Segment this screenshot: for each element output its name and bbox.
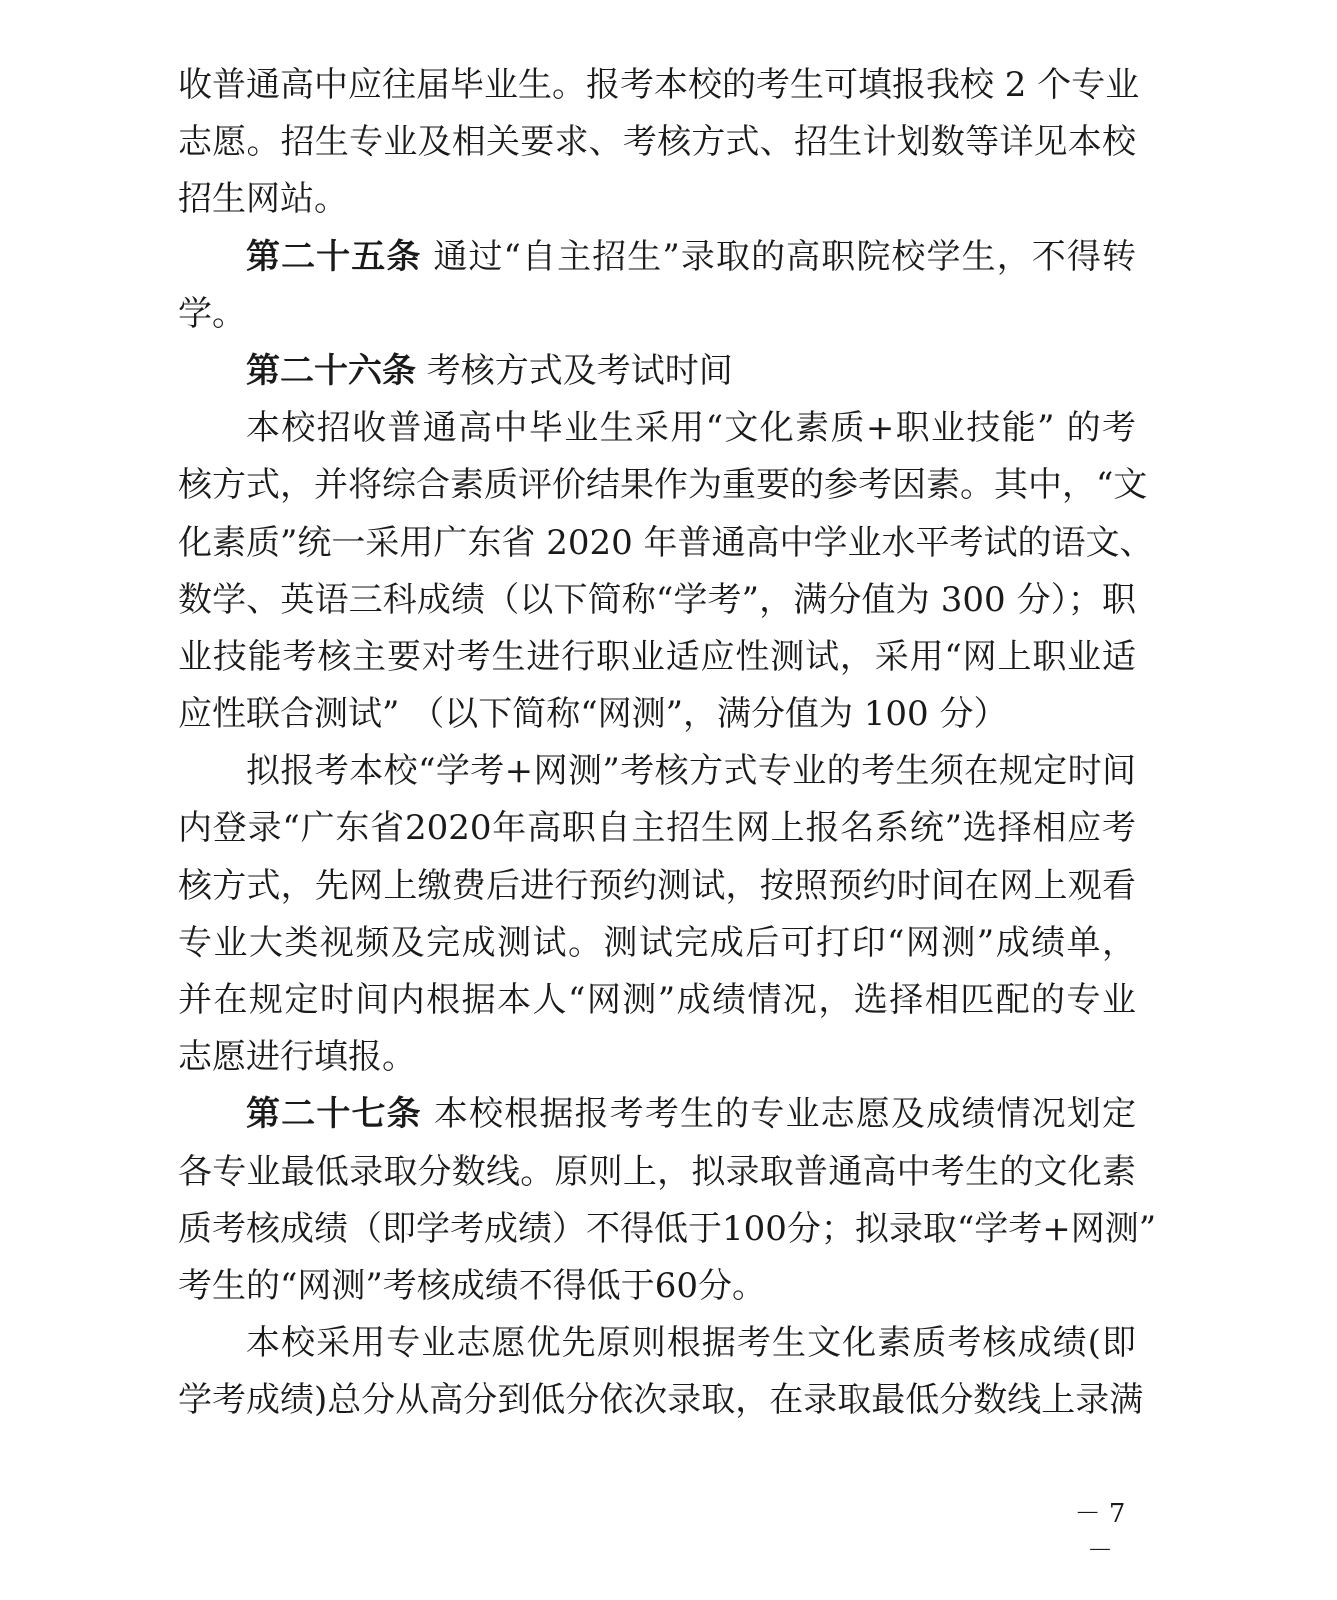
text-line	[178, 686, 1136, 743]
line-text: 核方式，先网上缴费后进行预约测试，按照预约时间在网上观看	[178, 865, 1136, 906]
text-line	[178, 858, 1136, 915]
line-text: 考生的“网测”考核成绩不得低于60分。	[178, 1265, 767, 1306]
text-line	[178, 171, 1136, 228]
line-text: 本校采用专业志愿优先原则根据考生文化素质考核成绩(即	[246, 1323, 1136, 1364]
text-line	[178, 743, 1136, 800]
text-line	[178, 515, 1154, 572]
text-line	[178, 915, 1136, 972]
article-heading-line	[178, 1086, 1136, 1143]
text-line	[178, 1144, 1136, 1201]
line-text: 通过“自主招生”录取的高职院校学生，不得转	[421, 236, 1136, 277]
line-text: 本校招收普通高中毕业生采用“文化素质+职业技能” 的考	[246, 408, 1136, 449]
line-text: 核方式，并将综合素质评价结果作为重要的参考因素。其中，“文	[178, 465, 1148, 506]
article-number: 第二十七条	[246, 1094, 422, 1135]
text-line	[178, 1029, 1136, 1086]
line-text: 学考成绩)总分从高分到低分依次录取，在录取最低分数线上录满	[178, 1380, 1144, 1421]
line-text: 专业大类视频及完成测试。测试完成后可打印“网测”成绩单，	[178, 922, 1136, 963]
text-line	[178, 1315, 1136, 1372]
article-number: 第二十五条	[246, 236, 422, 277]
text-line	[178, 972, 1136, 1029]
line-text: 收普通高中应往届毕业生。报考本校的考生可填报我校 2 个专业	[178, 65, 1140, 105]
article-number: 第二十六条	[246, 350, 416, 391]
line-text: 并在规定时间内根据本人“网测”成绩情况，选择相匹配的专业	[178, 980, 1136, 1020]
line-text: 内登录“广东省2020年高职自主招生网上报名系统”选择相应考	[178, 808, 1136, 849]
line-text: 质考核成绩（即学考成绩）不得低于100分；拟录取“学考+网测”	[178, 1208, 1157, 1249]
line-text: 学。	[178, 293, 246, 334]
text-line	[178, 114, 1136, 171]
line-text: 考核方式及考试时间	[416, 350, 733, 391]
line-text: 志愿。招生专业及相关要求、考核方式、招生计划数等详见本校	[178, 122, 1136, 163]
text-line	[178, 1201, 1157, 1258]
line-text: 拟报考本校“学考+网测”考核方式专业的考生须在规定时间	[246, 751, 1136, 792]
line-text: 招生网站。	[178, 179, 348, 220]
page-number: － 7 －	[1074, 1499, 1126, 1566]
text-line	[178, 800, 1136, 857]
line-text: 业技能考核主要对考生进行职业适应性测试，采用“网上职业适	[178, 636, 1136, 677]
text-line	[178, 1372, 1144, 1429]
line-text: 各专业最低录取分数线。原则上，拟录取普通高中考生的文化素	[178, 1151, 1136, 1192]
line-text: 应性联合测试” （以下简称“网测”，满分值为 100 分）	[178, 694, 1008, 735]
line-text: 数学、英语三科成绩（以下简称“学考”，满分值为 300 分）；职	[178, 579, 1136, 620]
text-line	[178, 1258, 1136, 1315]
article-heading-line	[178, 343, 1136, 400]
text-line	[178, 286, 1136, 343]
article-heading-line	[178, 229, 1136, 286]
text-line	[178, 457, 1148, 514]
line-text: 化素质”统一采用广东省 2020 年普通高中学业水平考试的语文、	[178, 522, 1154, 563]
text-line	[178, 572, 1136, 629]
text-line	[178, 400, 1136, 457]
line-text: 志愿进行填报。	[178, 1037, 416, 1078]
text-line	[178, 629, 1136, 686]
document-body	[178, 57, 1157, 1430]
line-text: 本校根据报考考生的专业志愿及成绩情况划定	[421, 1094, 1136, 1135]
text-line	[178, 57, 1140, 114]
